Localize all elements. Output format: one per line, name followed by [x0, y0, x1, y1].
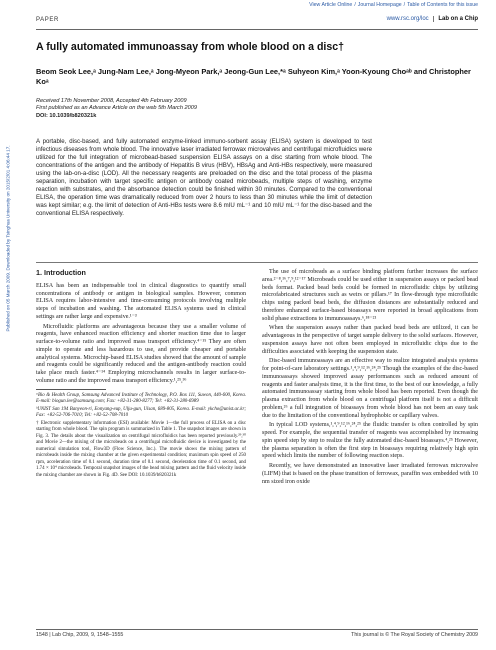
- doi-text: DOI: 10.1039/b820321k: [36, 112, 97, 119]
- footer-divider: [36, 629, 478, 630]
- page-citation: 1548 | Lab Chip, 2009, 9, 1548–1555: [36, 632, 124, 638]
- journal-homepage-link[interactable]: Journal Homepage: [357, 2, 402, 8]
- affiliation-footnote-b: ᵇUNIST San 194 Banyeon-ri, Eonyang-eup, Ulju-gun, Ulsan, 689-805, Korea. E-mail: ykcho@unist.ac.kr; Fax: +82-52-706-7010; Tel: +82-52-708-7010: [36, 406, 246, 418]
- affiliation-footnote-a: ᵃBio & Health Group, Samsung Advanced Institute of Technology, P.O. Box 111, Suwon, 440-600, Korea. E-mail: biogun.lee@samsung.com; Fax: +82-31-280-8277; Tel: +82-31-280-6989: [36, 392, 246, 404]
- abstract: A portable, disc-based, and fully automated enzyme-linked immuno-sorbent assay (ELISA) system is developed to test infectious diseases from whole blood. The innovative laser irradiated ferrowax microvalves and centrifugal microfluidics were utilized for the full integration of microbead-based suspension ELISA assays on a disc starting from whole blood. The concentrations of the antigen and the antibody of Hepatitis B virus (HBV), HBsAg and Anti-HBs respectively, were measured using the lab-on-a-disc (LOD). All the necessary reagents are preloaded on the disc and the total process of the plasma separation, incubation with target specific antigen or antibody coated microbeads, multiple steps of washing, enzyme reaction with substrates, and the absorbance detection could be finished within 30 minutes. Compared to the conventional ELISA, the operation time was dramatically reduced from over 2 hours to less than 30 minutes while the limit of detection was kept similar; e.g. the limit of detection of Anti-HBs tests were 8.6 mIU mL⁻¹ and 10 mIU mL⁻¹ for the disc-based and the conventional ELISA respectively.: [36, 138, 372, 217]
- journal-url-link[interactable]: www.rsc.org/loc: [386, 16, 429, 22]
- footnotes: [36, 393, 246, 480]
- author-list: Beom Seok Lee,ᵃ Jung-Nam Lee,ᵃ Jong-Myeon Park,ᵃ Jeong-Gun Lee,*ᵃ Suhyeon Kim,ᵃ Yoon-Kyoung Choᵃᵇ and Christopher Koᵃ: [36, 67, 471, 86]
- top-links: [309, 2, 478, 8]
- footnote-divider: [36, 389, 106, 390]
- right-column: [262, 269, 478, 488]
- header-right: [387, 16, 478, 22]
- body-paragraph: In typical LOD systems,¹,⁴,⁹,¹²,¹⁶,²⁴,²⁵ the fluidic transfer is often controlled by spin speed. For example, the sequential transfer of reagents was accomplished by increasing spin speed step by step to realize the fully automated disc-based bioassays.⁴,²⁵ However, the plasma separation is often the first step in bioassays requiring relatively high spin speed which limits the number of following reaction steps.: [262, 422, 478, 460]
- link-separator: /: [403, 2, 406, 8]
- link-separator: /: [354, 2, 356, 8]
- article-type-label: PAPER: [36, 17, 59, 23]
- section-heading-introduction: 1. Introduction: [36, 268, 86, 277]
- article-title: A fully automated immunoassay from whole blood on a disc†: [36, 41, 345, 53]
- download-notice: Published on 05 March 2009. Downloaded by Tsinghua University on 2015/2/01 4:06:44 17.: [5, 145, 11, 332]
- article-history: [36, 98, 197, 120]
- header-divider: [36, 29, 478, 30]
- received-date: Received 17th November 2008, Accepted 4th February 2009: [36, 98, 187, 104]
- page-header: [36, 15, 478, 27]
- body-paragraph: The use of microbeads as a surface binding platform further increases the surface area.²⁻⁸,¹⁶,⁷,⁹,¹²⁻¹⁷ Microbeads could be used either in suspension assays or packed bead beds format. Packed bead beds could be formed in microfluidic chips by utilizing microfabricated structures such as weirs or pillars.¹⁷ In flow-through type microfluidic chips using packed bead beds, the diffusion distances are substantially reduced and therefore enhanced surface-based bioassays were reported in broad applications from solid phase extractions to immunoassays.⁶,¹⁸⁻²¹: [262, 269, 478, 322]
- view-article-online-link[interactable]: View Article Online: [309, 2, 353, 8]
- body-paragraph: Microfluidic platforms are advantageous because they use a smaller volume of reagents, have enhanced reaction efficiency and shorter reaction time due to larger surface-to-volume ratio and improved mass transport efficiency.⁴⁻¹⁵ They are often simple to operate and less hazardous to use, and provide cheaper and portable analytical systems. Microchip-based ELISA studies showed that the amount of sample and reagents could be significantly reduced and the antigen-antibody reaction could take place much faster.⁴⁻¹⁴ Employing microchannels results in larger surface-to-volume ratio and the improved mass transport efficiency.¹,²⁵,³⁶: [36, 323, 246, 384]
- esi-footnote: † Electronic supplementary information (ESI) available: Movie 1—the full process of ELISA on a disc starting from whole blood. The spin program is summarized in Table 1. The snapshot images are shown in Fig. 3. The details about the visualization on centrifugal microfluidics has been reported previously.²⁹,³⁰ and Movie 2—the mixing of the microbeads on a centrifugal microfluidic device is investigated by the numerical simulation tool, Flow3D (Flow Science, Inc.). The movie shows the mixing pattern of microbeads inside the mixing chamber at the given experimental condition; maximum spin speed of 250 rpm, acceleration time of 0.1 second, duration time of 0.1 second, deceleration time of 0.1 second, and 1.74 × 10⁴ microbeads. Temporal snapshot images of the bead mixing pattern and the fluid velocity inside the mixing chamber are shown in Fig. 4D. See DOI: 10.1039/b820321k: [36, 420, 246, 478]
- body-paragraph: Disc-based immunoassays are an effective way to realize integrated analysis systems for point-of-care laboratory settings.¹,⁴,⁹,¹²,¹⁶,²⁴,²⁵ Though the examples of the disc-based immunoassays showed improved assay performances such as reduced amount of reagents and faster analysis time, it is the first time, to the best of our knowledge, a fully automated immunoassay starting from whole blood has been reported. Even though the plasma extraction from whole blood on a centrifugal platform itself is not a difficult problem,²⁶ a full integration of bioassays from whole blood has not been an easy task due to the limitation of the conventional hydrophobic or capillary valves.: [262, 358, 478, 419]
- abstract-divider: [36, 262, 478, 263]
- copyright-notice: This journal is © The Royal Society of Chemistry 2009: [351, 632, 478, 638]
- body-paragraph: When the suspension assays rather than packed bead beds are utilized, it can be advantageous in the perspective of target sample delivery to the solid surfaces. However, suspension assays have not often been employed in microfluidic chips due to the difficulties associated with keeping the suspension state.: [262, 325, 478, 355]
- left-column: [36, 269, 246, 480]
- first-published-date: First published as an Advance Article on the web 5th March 2009: [36, 105, 197, 112]
- journal-name: Lab on a Chip: [433, 16, 478, 22]
- body-paragraph: Recently, we have demonstrated an innovative laser irradiated ferrowax microvalve (LIFM) that is based on the phase transition of ferrowax, paraffin wax embedded with 10 nm sized iron oxide: [262, 463, 478, 485]
- side-banner: [4, 90, 12, 390]
- body-paragraph: ELISA has been an indispensable tool in clinical diagnostics to quantify small concentrations of antibody or antigen in biological samples. However, common ELISA requires labor-intensive and time-consuming protocols involving multiple steps of incubation and washing. The automated ELISA systems used in clinical settings are rather large and expensive.¹⁻³: [36, 282, 246, 320]
- table-of-contents-link[interactable]: Table of Contents for this issue: [407, 2, 478, 8]
